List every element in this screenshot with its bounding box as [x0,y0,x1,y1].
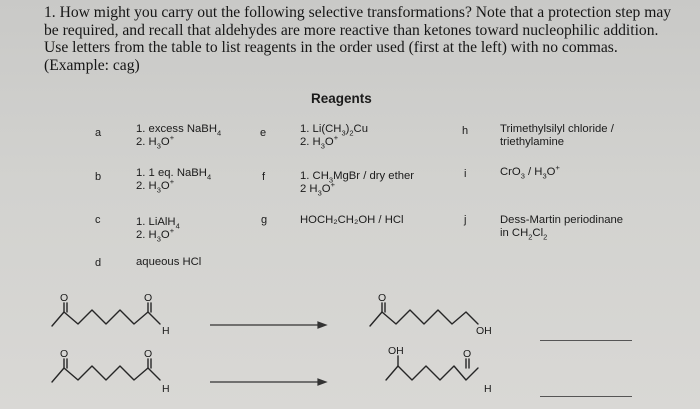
reagent-letter-g: g [261,214,268,226]
reagent-h: Trimethylsilyl chloride / triethylamine [500,123,614,148]
atom-label-o: O [144,348,153,360]
atom-label-h: H [162,383,170,395]
atom-label-o: O [378,292,387,304]
reagent-letter-c: c [95,214,101,226]
reagent-letter-j: j [464,214,467,226]
atom-label-o: O [60,292,69,304]
reagent-j: Dess-Martin periodinane in $CH_2Cl_2$ [500,214,624,242]
reagent-d: aqueous HCl [136,256,202,268]
reactant-2-structure [52,359,160,382]
reagent-letter-b: b [95,171,102,183]
reagent-letter-h: h [462,125,469,137]
atom-label-h: H [484,383,492,395]
atom-label-oh: OH [476,325,492,337]
reagent-f: 1. $CH_3MgBr$ / dry ether 2 $H_3O^+$ [300,170,415,198]
reagent-i: $CrO_3 / H_3O^+$ [500,163,560,181]
atom-label-o: O [60,348,69,360]
reagent-letter-f: f [262,171,266,183]
reagent-g: HOCH₂CH₂OH / HCl [300,214,404,226]
answer-blank-2[interactable] [540,396,632,397]
question-text: 1. How might you carry out the following selective transformations? Note that a protection step may be required, and recall that aldehydes are more reactive than ketones toward nucleophilic addition. Use letters from the table to list reagents in the order used (first at the left) with no commas. (Example: cag) [44,4,672,74]
atom-label-oh: OH [388,345,404,357]
answer-blank-1[interactable] [540,340,632,341]
reagent-letter-i: i [464,168,467,180]
reagent-b: 1. 1 eq. NaBH$_4$ 2. $H_3O^+$ [136,167,212,195]
reagent-e: 1. $Li(CH_3)_2Cu$ 2. $H_3O^+$ [300,123,368,151]
reagents-title: Reagents [311,91,372,106]
reactant-1-structure [52,303,160,326]
reagent-letter-d: d [95,257,102,269]
reagent-letter-e: e [260,127,267,139]
product-1-structure [370,303,478,326]
reagent-a: 1. excess NaBH$_4$ 2. $H_3O^+$ [136,123,222,151]
reagent-letter-a: a [95,127,102,139]
reagent-c: 1. LiAlH$_4$ 2. $H_3O^+$ [136,216,180,244]
atom-label-o: O [144,292,153,304]
atom-label-h: H [162,325,170,337]
atom-label-o: O [463,348,472,360]
